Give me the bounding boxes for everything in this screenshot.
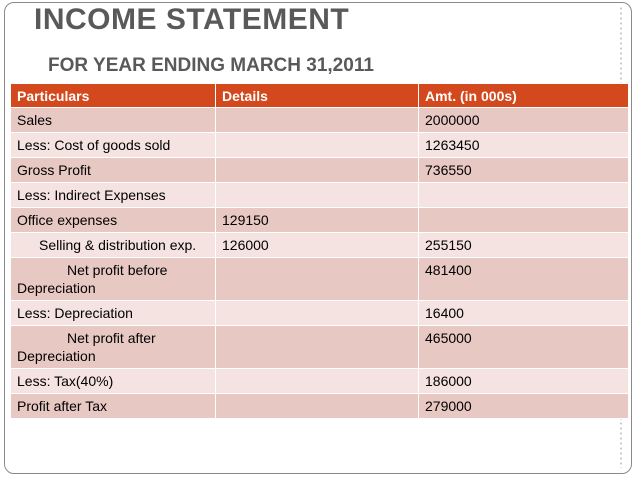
table-row bbox=[11, 183, 629, 208]
cell-particulars: Office expenses bbox=[11, 208, 216, 233]
cell-amount: 481400 bbox=[419, 258, 629, 301]
cell-details bbox=[216, 158, 419, 183]
cell-amount bbox=[419, 183, 629, 208]
cell-particulars: Less: Tax(40%) bbox=[11, 369, 216, 394]
cell-details bbox=[216, 369, 419, 394]
cell-details bbox=[216, 301, 419, 326]
cell-particulars: Less: Cost of goods sold bbox=[11, 133, 216, 158]
cell-amount: 279000 bbox=[419, 394, 629, 419]
cell-amount bbox=[419, 208, 629, 233]
cell-details: 129150 bbox=[216, 208, 419, 233]
cell-details bbox=[216, 258, 419, 301]
cell-amount: 186000 bbox=[419, 369, 629, 394]
table-row bbox=[11, 369, 629, 394]
cell-details: 126000 bbox=[216, 233, 419, 258]
cell-particulars: Less: Indirect Expenses bbox=[11, 183, 216, 208]
header-particulars: Particulars bbox=[11, 84, 216, 108]
cell-particulars: Net profit after Depreciation bbox=[11, 326, 216, 369]
table-row bbox=[11, 208, 629, 233]
table-row bbox=[11, 108, 629, 133]
table-row bbox=[11, 158, 629, 183]
table-row bbox=[11, 326, 629, 369]
table-row bbox=[11, 233, 629, 258]
cell-particulars: Net profit before Depreciation bbox=[11, 258, 216, 301]
header-details: Details bbox=[216, 84, 419, 108]
table-row bbox=[11, 394, 629, 419]
cell-details bbox=[216, 394, 419, 419]
cell-amount: 1263450 bbox=[419, 133, 629, 158]
cell-details bbox=[216, 183, 419, 208]
page-title: INCOME STATEMENT bbox=[34, 3, 350, 36]
cell-particulars: Less: Depreciation bbox=[11, 301, 216, 326]
table-row bbox=[11, 258, 629, 301]
header-amount: Amt. (in 000s) bbox=[419, 84, 629, 108]
cell-amount: 465000 bbox=[419, 326, 629, 369]
income-statement-table bbox=[10, 83, 629, 419]
cell-particulars: Sales bbox=[11, 108, 216, 133]
cell-amount: 2000000 bbox=[419, 108, 629, 133]
cell-details bbox=[216, 326, 419, 369]
table-row bbox=[11, 301, 629, 326]
cell-particulars: Profit after Tax bbox=[11, 394, 216, 419]
cell-details bbox=[216, 133, 419, 158]
table-row bbox=[11, 133, 629, 158]
table-header-row bbox=[11, 84, 629, 108]
cell-amount: 736550 bbox=[419, 158, 629, 183]
cell-particulars: Gross Profit bbox=[11, 158, 216, 183]
cell-details bbox=[216, 108, 419, 133]
cell-amount: 255150 bbox=[419, 233, 629, 258]
cell-particulars: Selling & distribution exp. bbox=[11, 233, 216, 258]
cell-amount: 16400 bbox=[419, 301, 629, 326]
page-subtitle: FOR YEAR ENDING MARCH 31,2011 bbox=[48, 55, 374, 76]
